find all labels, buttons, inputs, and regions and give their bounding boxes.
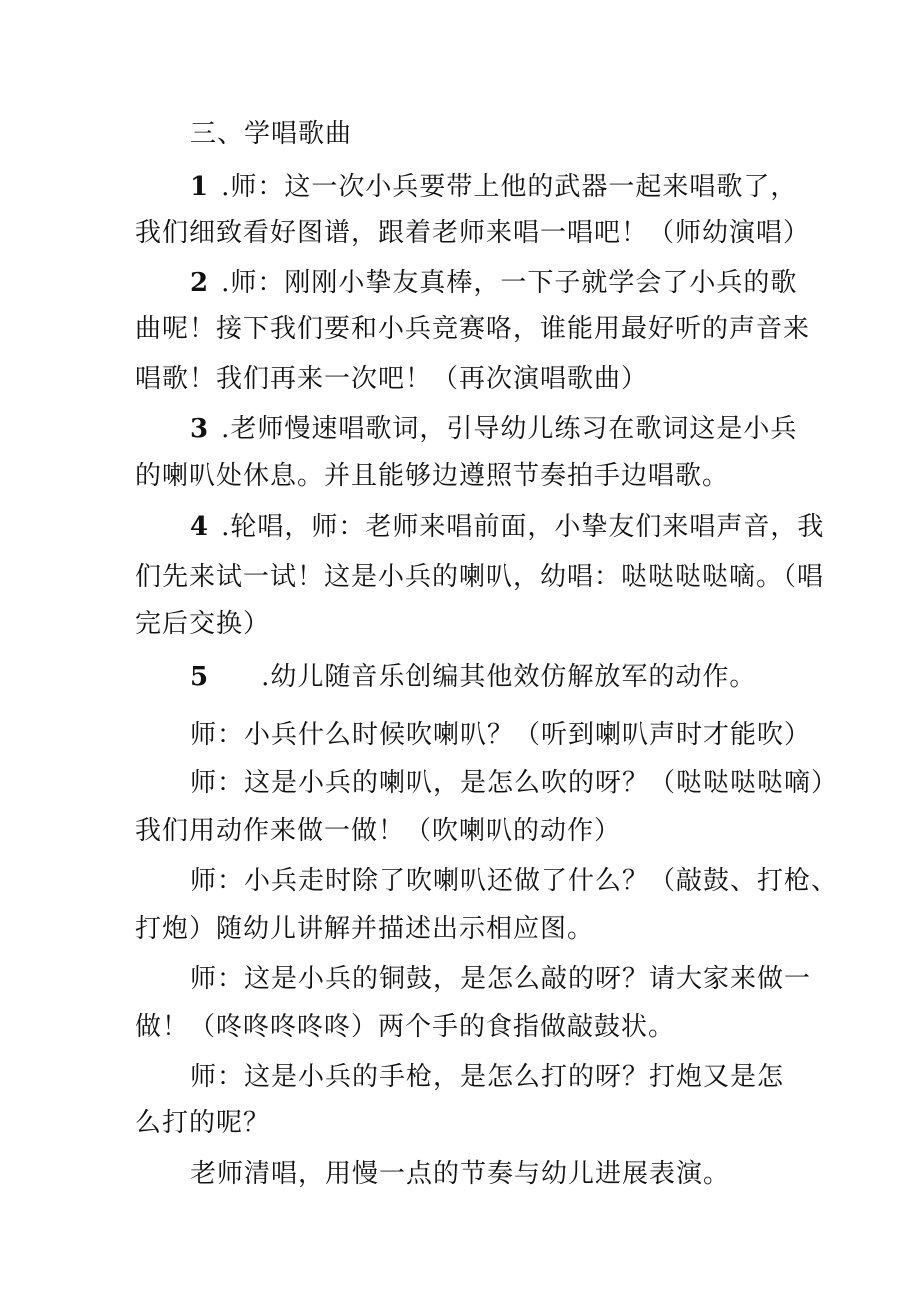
dialogue-4-line-1: 师：这是小兵的铜鼓，是怎么敲的呀？请大家来做一 (190, 964, 812, 994)
item-number: 3 (190, 414, 210, 444)
dialogue-5-line-1: 师：这是小兵的手枪，是怎么打的呀？打炮又是怎 (190, 1062, 785, 1092)
dialogue-1-line-1: 师：小兵什么时候吹喇叭？（听到喇叭声时才能吹） (190, 720, 812, 750)
dialogue-6-line-1: 老师清唱，用慢一点的节奏与幼儿进展表演。 (190, 1159, 731, 1189)
item-number: 2 (190, 268, 210, 298)
section-heading: 三、学唱歌曲 (190, 119, 353, 149)
list-item-4-line-1: 4 .轮唱，师：老师来唱前面，小挚友们来唱声音，我 (190, 512, 825, 542)
list-item-3-line-2: 的喇叭处休息。并且能够边遵照节奏拍手边唱歌。 (135, 461, 730, 491)
dialogue-3-line-1: 师：小兵走时除了吹喇叭还做了什么？（敲鼓、打枪、 (190, 866, 839, 896)
list-item-2-line-1: 2 .师：刚刚小挚友真棒，一下子就学会了小兵的歌 (190, 268, 798, 298)
list-item-1-line-2: 我们细致看好图谱，跟着老师来唱一唱吧！（师幼演唱） (135, 218, 811, 248)
item-number: 5 (190, 662, 210, 692)
dialogue-5-line-2: 么打的呢？ (135, 1108, 271, 1138)
list-item-2-line-3: 唱歌！我们再来一次吧！（再次演唱歌曲） (135, 364, 649, 394)
list-item-4-line-3: 完后交换） (135, 609, 271, 639)
list-item-4-line-2: 们先来试一试！这是小兵的喇叭，幼唱：哒哒哒哒嘀。（唱 (135, 562, 825, 592)
list-item-5-line-1: 5 .幼儿随音乐创编其他效仿解放军的动作。 (190, 662, 757, 692)
item-number: 4 (190, 512, 210, 542)
dialogue-2-line-2: 我们用动作来做一做！（吹喇叭的动作） (135, 816, 622, 846)
list-item-3-line-1: 3 .老师慢速唱歌词，引导幼儿练习在歌词这是小兵 (190, 414, 798, 444)
dialogue-3-line-2: 打炮）随幼儿讲解并描述出示相应图。 (135, 914, 595, 944)
dialogue-4-line-2: 做！（咚咚咚咚咚）两个手的食指做敲鼓状。 (135, 1012, 676, 1042)
list-item-2-line-2: 曲呢！接下我们要和小兵竞赛咯，谁能用最好听的声音来 (135, 314, 811, 344)
list-item-1-line-1: 1 .师：这一次小兵要带上他的武器一起来唱歌了， (190, 172, 798, 202)
dialogue-2-line-1: 师：这是小兵的喇叭，是怎么吹的呀？（哒哒哒哒嘀） (190, 768, 839, 798)
item-number: 1 (190, 172, 210, 202)
